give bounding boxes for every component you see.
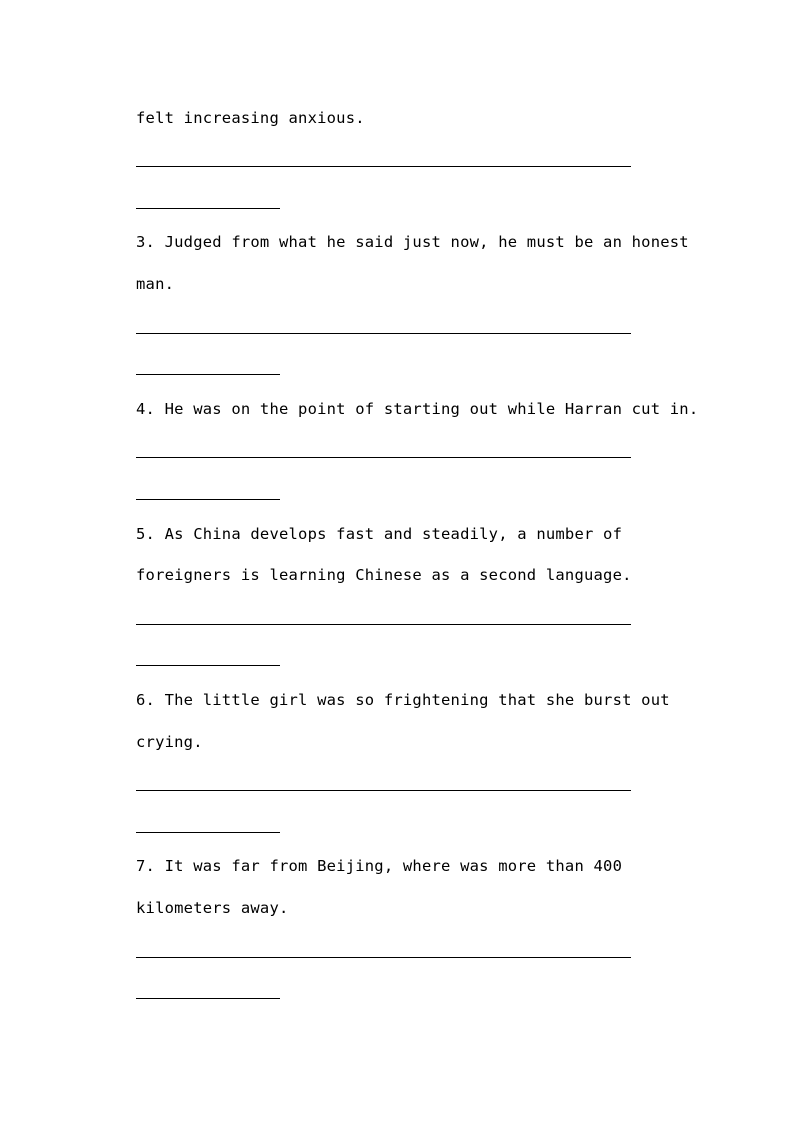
answer-line-short bbox=[136, 499, 280, 500]
answer-line-short bbox=[136, 832, 280, 833]
answer-line bbox=[136, 333, 631, 334]
answer-line bbox=[136, 790, 631, 791]
question-7-line-2: kilometers away. bbox=[136, 899, 289, 917]
answer-line bbox=[136, 166, 631, 167]
question-7-line-1: 7. It was far from Beijing, where was more than 400 bbox=[136, 857, 623, 875]
answer-line-short bbox=[136, 208, 280, 209]
question-3-line-2: man. bbox=[136, 275, 175, 293]
answer-line-short bbox=[136, 665, 280, 666]
answer-line bbox=[136, 624, 631, 625]
answer-line bbox=[136, 957, 631, 958]
question-5-line-2: foreigners is learning Chinese as a second language. bbox=[136, 566, 632, 584]
question-6-line-2: crying. bbox=[136, 733, 203, 751]
question-5-line-1: 5. As China develops fast and steadily, a number of bbox=[136, 525, 623, 543]
answer-line-short bbox=[136, 374, 280, 375]
fragment-text: felt increasing anxious. bbox=[136, 109, 365, 127]
answer-line-short bbox=[136, 998, 280, 999]
answer-line bbox=[136, 457, 631, 458]
question-4-line-1: 4. He was on the point of starting out while Harran cut in. bbox=[136, 400, 699, 418]
question-6-line-1: 6. The little girl was so frightening that she burst out bbox=[136, 691, 670, 709]
question-3-line-1: 3. Judged from what he said just now, he must be an honest bbox=[136, 233, 689, 251]
